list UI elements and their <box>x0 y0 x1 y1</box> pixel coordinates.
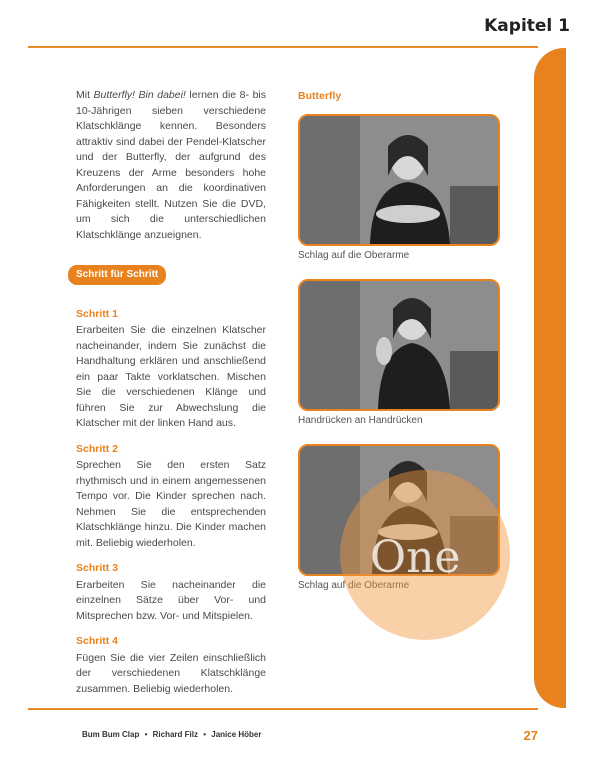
chapter-side-tab <box>534 48 566 708</box>
page-number: 27 <box>523 728 538 743</box>
photo-caption: Schlag auf die Oberarme <box>298 250 410 261</box>
bottom-divider <box>28 708 538 710</box>
photo-1 <box>298 114 500 246</box>
footer-book-title: Bum Bum Clap <box>82 730 140 739</box>
text-column <box>76 88 266 697</box>
step-4 <box>76 634 266 697</box>
photo-caption: Schlag auf die Oberarme <box>298 580 410 591</box>
photo-caption: Handrücken an Handrücken <box>298 415 423 426</box>
step-2 <box>76 442 266 552</box>
footer-author: Richard Filz <box>152 730 198 739</box>
step-1 <box>76 307 266 432</box>
watermark-graphic: One <box>370 532 461 583</box>
footer-credits: Bum Bum Clap • Richard Filz • Janice Höber <box>82 730 262 739</box>
step-title: Schritt 4 <box>76 635 119 647</box>
step-title: Schritt 1 <box>76 307 119 320</box>
top-divider <box>28 46 538 48</box>
section-pill: Schritt für Schritt <box>68 265 166 285</box>
watermark-stamp <box>340 470 510 640</box>
footer-author: Janice Höber <box>211 730 262 739</box>
girl-clapping-photo <box>300 281 498 409</box>
step-3 <box>76 561 266 624</box>
step-title: Schritt 3 <box>76 562 119 574</box>
girl-clapping-photo <box>300 116 498 244</box>
chapter-title: Kapitel 1 <box>484 16 570 36</box>
step-text: Erarbeiten Sie nacheinander die einzelnen Sätze über Vor- und Mitsprechen bzw. Vor- und Mitspielen. <box>76 578 266 622</box>
intro-paragraph: Mit Butterfly! Bin dabei! lernen die 8- bis 10-Jährigen sieben verschiedene Klatschklänge kennen. Besonders attraktiv sind dabei der Pendel-Klatscher und der Butterfly, der aufgrund des Kreuzens der Arme besonders hohe Anforderungen an die koordinativen Fähigkeiten stellt. Nutzen Sie die DVD, um sich die unterschiedlichen Klatschklänge anzueignen. <box>76 89 266 241</box>
step-text: Sprechen Sie den ersten Satz rhythmisch und in einem angemessenen Tempo vor. Die Kinder sprechen nach. Nehmen Sie die entsprechenden Klatschklänge hinzu. Die Kinder machen mit. Beliebig wiederholen. <box>76 459 266 549</box>
step-title: Schritt 2 <box>76 442 119 455</box>
photo-2 <box>298 279 500 411</box>
book-title: Butterfly! Bin dabei! <box>93 89 186 101</box>
step-text: Fügen Sie die vier Zeilen einschließlich der verschiedenen Klatschklänge zusammen. Beliebig wiederholen. <box>76 651 266 695</box>
step-text: Erarbeiten Sie die einzelnen Klatscher nacheinander, indem Sie zunächst die Handhaltung erklären und anschließend ein paar Takte vorklatschen. Mischen Sie die verschiedenen Klänge und führen Sie zur Abwechslung die Klatscher mit der linken Hand aus. <box>76 324 266 429</box>
photo-heading: Butterfly <box>298 90 342 102</box>
